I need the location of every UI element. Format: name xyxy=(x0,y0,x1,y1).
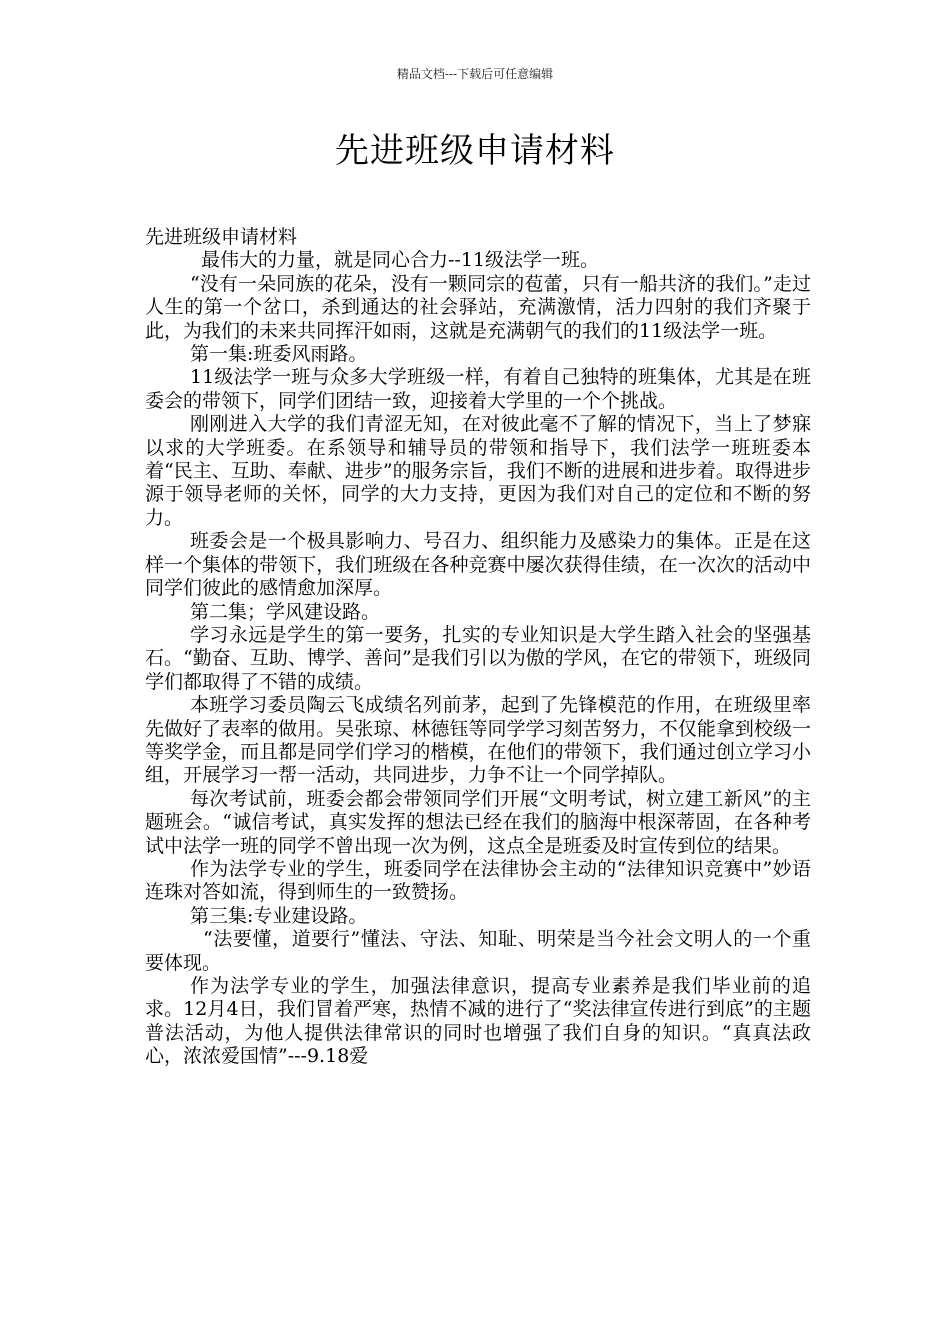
paragraph: “法要懂，道要行”懂法、守法、知耻、明荣是当今社会文明人的一个重要体现。 xyxy=(145,928,811,974)
page-header-note: 精品文档---下载后可任意编辑 xyxy=(396,67,554,81)
paragraph: 先进班级申请材料 xyxy=(145,226,298,248)
section-heading: 第三集:专业建设路。 xyxy=(190,904,368,927)
paragraph: 本班学习委员陶云飞成绩名列前茅，起到了先锋模范的作用，在班级里率先做好了表率的做用。吴张琼、林德钰等同学学习刻苦努力，不仅能拿到校级一等奖学金，而且都是同学们学习的楷模，在他们的带领下，我们通过创立学习小组，开展学习一帮一活动，共同进步，力争不让一个同学掉队。 xyxy=(145,694,811,787)
paragraph: 学习永远是学生的第一要务，扎实的专业知识是大学生踏入社会的坚强基石。“勤奋、互助、博学、善问”是我们引以为傲的学风，在它的带领下，班级同学们都取得了不错的成绩。 xyxy=(145,623,811,693)
paragraph: 刚刚进入大学的我们青涩无知，在对彼此毫不了解的情况下，当上了梦寐以求的大学班委。在系领导和辅导员的带领和指导下，我们法学一班班委本着“民主、互助、奉献、进步”的服务宗旨，我们不断的进展和进步着。取得进步源于领导老师的关怀，同学的大力支持，更因为我们对自己的定位和不断的努力。 xyxy=(145,413,811,529)
paragraph: 11级法学一班与众多大学班级一样，有着自己独特的班集体，尤其是在班委会的带领下，同学们团结一致，迎接着大学里的一个个挑战。 xyxy=(145,366,811,412)
paragraph: 作为法学专业的学生，班委同学在法律协会主动的“法律知识竞赛中”妙语连珠对答如流，得到师生的一致赞扬。 xyxy=(145,857,811,904)
paragraph: 班委会是一个极具影响力、号召力、组织能力及感染力的集体。正是在这样一个集体的带领下，我们班级在各种竞赛中屡次获得佳绩，在一次次的活动中同学们彼此的感情愈加深厚。 xyxy=(145,530,811,600)
section-heading: 第一集:班委风雨路。 xyxy=(190,343,368,366)
section-heading: 第二集；学风建设路。 xyxy=(190,600,381,623)
paragraph: “没有一朵同族的花朵，没有一颗同宗的苞蕾，只有一船共济的我们。”走过人生的第一个岔口，杀到通达的社会驿站，充满激情，活力四射的我们齐聚于此，为我们的未来共同挥汗如雨，这就是充满朝气的我们的11级法学一班。 xyxy=(145,272,811,342)
document-title: 先进班级申请材料 xyxy=(335,131,615,171)
document-body xyxy=(145,226,811,1069)
paragraph: 每次考试前，班委会都会带领同学们开展“文明考试，树立建工新风”的主题班会。“诚信考试，真实发挥的想法已经在我们的脑海中根深蒂固，在各种考试中法学一班的同学不曾出现一次为例，这点全是班委及时宣传到位的结果。 xyxy=(145,787,811,857)
paragraph: 作为法学专业的学生，加强法律意识，提高专业素养是我们毕业前的追求。12月4日，我们冒着严寒，热情不减的进行了“奖法律宣传进行到底”的主题普法活动，为他人提供法律常识的同时也增强了我们自身的知识。“真真法政心，浓浓爱国情”---9.18爱 xyxy=(145,975,811,1068)
paragraph: 最伟大的力量，就是同心合力--11级法学一班。 xyxy=(201,249,600,272)
